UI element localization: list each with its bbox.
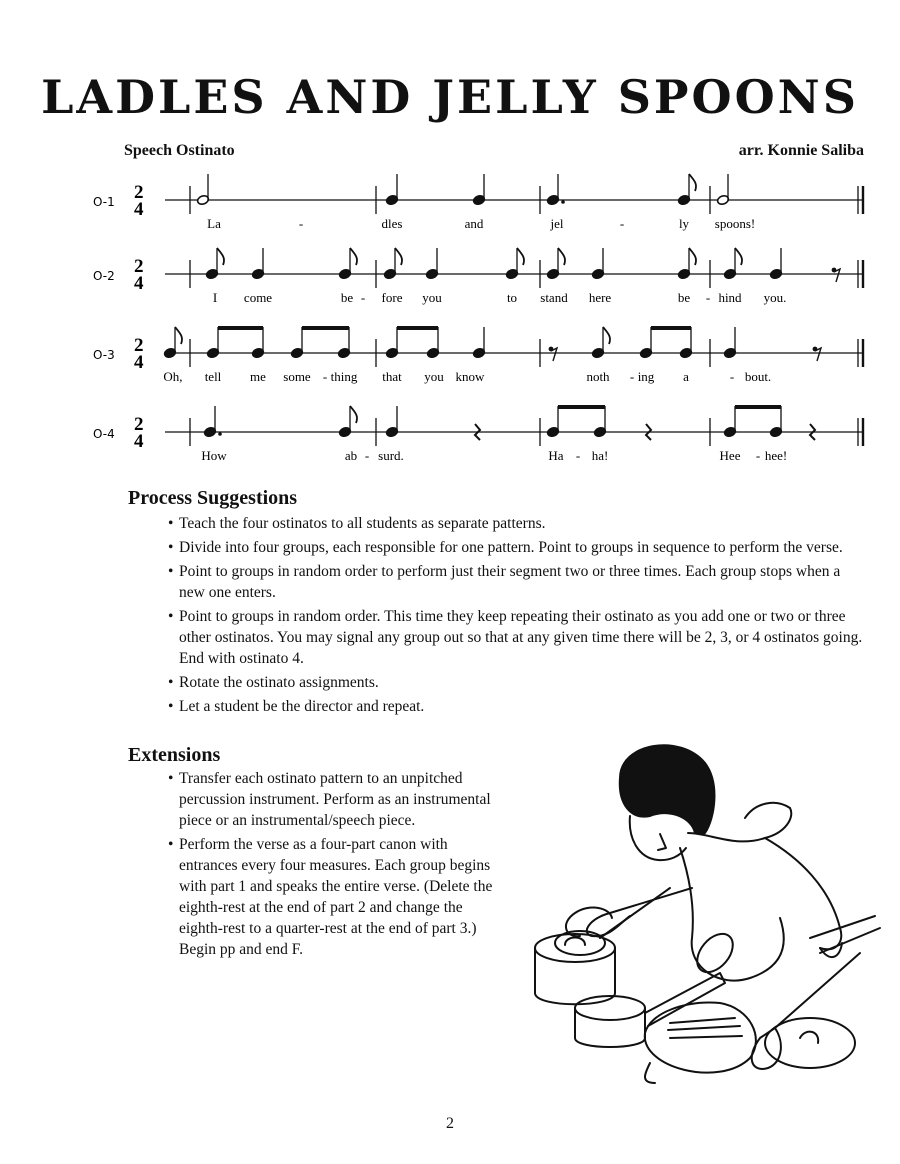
- note-dot: [218, 432, 222, 436]
- lyric-syllable: tell: [204, 369, 222, 384]
- note-flag: [517, 248, 524, 265]
- eighth-rest: [551, 348, 557, 361]
- lyric-syllable: me: [250, 369, 266, 384]
- lyric-syllable: La: [207, 216, 221, 231]
- lyric-syllable: bout.: [744, 369, 772, 384]
- lyric-syllable: dles: [381, 216, 403, 231]
- lyric-syllable: surd.: [378, 448, 404, 463]
- lyric-syllable: Hee: [719, 448, 741, 463]
- time-signature-bottom: 4: [134, 352, 144, 373]
- page-title: LADLES AND JELLY SPOONS: [41, 70, 859, 124]
- lyric-syllable: fore: [381, 290, 403, 305]
- lyric-syllable: -: [322, 369, 328, 384]
- lyric-syllable: Ha: [548, 448, 564, 463]
- lyric-syllable: -: [298, 216, 304, 231]
- lyric-syllable: Oh,: [163, 369, 183, 384]
- note-flag: [558, 248, 565, 265]
- time-signature-top: 2: [134, 414, 144, 435]
- note-flag: [350, 248, 357, 265]
- lyric-syllable: jel: [550, 216, 564, 231]
- process-item: • Rotate the ostinato assignments.: [168, 672, 868, 693]
- lyric-syllable: you: [422, 290, 442, 305]
- subtitle-speech-ostinato: Speech Ostinato: [124, 142, 235, 159]
- lyric-syllable: -: [705, 290, 711, 305]
- time-signature-top: 2: [134, 335, 144, 356]
- lyric-syllable: you.: [763, 290, 787, 305]
- lyric-syllable: -: [629, 369, 635, 384]
- note-flag: [350, 406, 357, 423]
- lyric-syllable: noth: [586, 369, 610, 384]
- note-flag: [395, 248, 402, 265]
- time-signature-top: 2: [134, 182, 144, 203]
- lyric-syllable: ha!: [591, 448, 609, 463]
- lyric-syllable: some: [283, 369, 311, 384]
- lyric-syllable: hind: [718, 290, 742, 305]
- lyric-syllable: ab: [344, 448, 358, 463]
- lyric-syllable: -: [575, 448, 581, 463]
- time-signature-bottom: 4: [134, 273, 144, 294]
- lyric-syllable: -: [364, 448, 370, 463]
- note-dot: [561, 200, 565, 204]
- note-flag: [175, 327, 182, 344]
- note-flag: [689, 174, 696, 191]
- process-item: • Point to groups in random order to perform just their segment two or three times. Each group stops when a new one enters.: [168, 561, 868, 603]
- lyric-syllable: come: [243, 290, 273, 305]
- lyric-syllable: to: [506, 290, 518, 305]
- lyric-syllable: -: [729, 369, 735, 384]
- staff-label: O-2: [93, 269, 115, 283]
- time-signature-bottom: 4: [134, 431, 144, 452]
- lyric-syllable: ly: [678, 216, 690, 231]
- extension-item: • Transfer each ostinato pattern to an unpitched percussion instrument. Perform as an instrumental piece or an instrumental/speech piece.: [168, 768, 508, 831]
- process-item: • Point to groups in random order. This time they keep repeating their ostinato as you add one or two or three other ostinatos. You may signal any group out so that at any given time there will be 2, 3, or 4 ostinatos going. End with ostinato 4.: [168, 606, 868, 669]
- lyric-syllable: -: [755, 448, 761, 463]
- lyric-syllable: spoons!: [714, 216, 756, 231]
- lyric-syllable: be: [340, 290, 354, 305]
- lyric-syllable: you: [424, 369, 444, 384]
- child-with-pots-illustration: [520, 738, 890, 1098]
- lyric-syllable: hee!: [764, 448, 788, 463]
- extensions-list: [168, 768, 508, 963]
- staff-o3: [93, 327, 863, 384]
- staff-label: O-3: [93, 348, 115, 362]
- lyric-syllable: be: [677, 290, 691, 305]
- lyric-syllable: ing: [637, 369, 655, 384]
- extensions-heading: Extensions: [128, 744, 221, 766]
- process-item: • Divide into four groups, each responsible for one pattern. Point to groups in sequence to perform the verse.: [168, 537, 868, 558]
- lyric-syllable: I: [212, 290, 218, 305]
- eighth-rest: [815, 348, 821, 361]
- lyric-syllable: know: [455, 369, 485, 384]
- extension-item: • Perform the verse as a four-part canon with entrances every four measures. Each group begins with part 1 and speaks the entire verse. (Delete the eighth-rest at the end of part 2 and change the eighth-rest to a quarter-rest at the end of part 3.) Begin pp and end F.: [168, 834, 508, 960]
- lyric-syllable: thing: [330, 369, 358, 384]
- process-item: • Let a student be the director and repeat.: [168, 696, 868, 717]
- lyric-syllable: How: [201, 448, 227, 463]
- note-flag: [689, 248, 696, 265]
- lyric-syllable: and: [464, 216, 484, 231]
- lyric-syllable: a: [683, 369, 689, 384]
- lyric-syllable: stand: [540, 290, 568, 305]
- process-list: [168, 513, 868, 720]
- process-item: • Teach the four ostinatos to all students as separate patterns.: [168, 513, 868, 534]
- note-flag: [603, 327, 610, 344]
- staff-o2: [93, 248, 863, 305]
- lyric-syllable: -: [360, 290, 366, 305]
- staff-o4: [93, 406, 863, 463]
- note-flag: [735, 248, 742, 265]
- lyric-syllable: that: [382, 369, 402, 384]
- eighth-rest: [834, 269, 840, 282]
- page-number: 2: [446, 1115, 454, 1132]
- arranger-credit: arr. Konnie Saliba: [738, 142, 864, 159]
- note-flag: [217, 248, 224, 265]
- process-heading: Process Suggestions: [128, 487, 298, 509]
- music-score: [0, 170, 900, 480]
- lyric-syllable: here: [588, 290, 612, 305]
- time-signature-bottom: 4: [134, 199, 144, 220]
- staff-label: O-4: [93, 427, 115, 441]
- staff-label: O-1: [93, 195, 115, 209]
- time-signature-top: 2: [134, 256, 144, 277]
- lyric-syllable: -: [619, 216, 625, 231]
- staff-o1: [93, 174, 863, 231]
